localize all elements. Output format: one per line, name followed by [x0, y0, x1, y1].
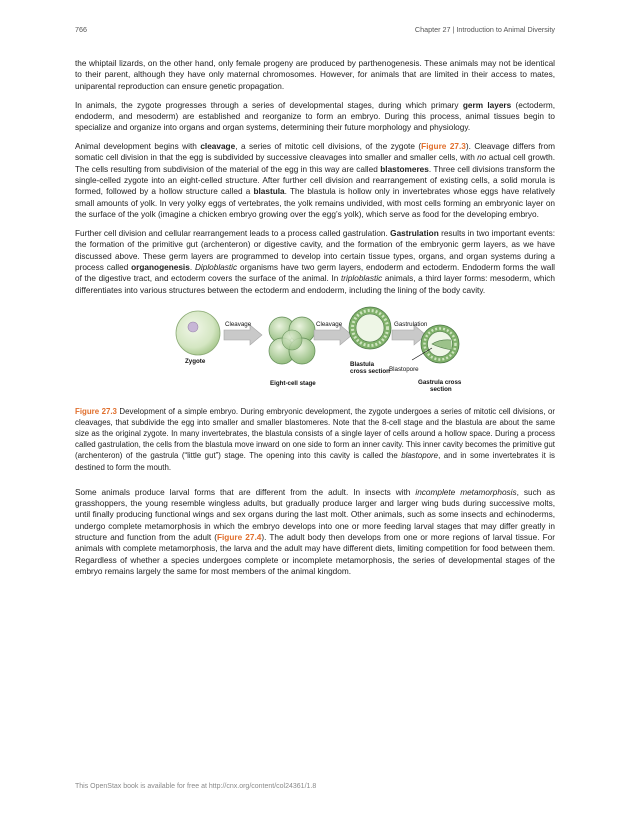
- term-gastrulation: Gastrulation: [390, 228, 439, 238]
- page-footer: This OpenStax book is available for free at http://cnx.org/content/col24361/1.8: [75, 783, 317, 790]
- page-body: [75, 58, 555, 585]
- figure-27-4-link[interactable]: Figure 27.4: [216, 532, 262, 542]
- term-blastomeres: blastomeres: [380, 164, 429, 174]
- paragraph-1: the whiptail lizards, on the other hand, only female progeny are produced by parthenogenesis. These animals may not be identical to their parent, although they have only maternal chromosomes. However, for animals that are limited in their access to mates, uniparental reproduction can ensure genetic propagation.: [75, 59, 555, 91]
- label-cleavage-2: Cleavage: [316, 321, 343, 329]
- cleavage-arrow-2: [314, 325, 352, 345]
- zygote-cell: [176, 311, 220, 355]
- paragraph-2: In animals, the zygote progresses through a series of developmental stages, during which primary germ layers (ectoderm, endoderm, and mesoderm) are established and reorganize to form an embryo. During this process, animal tissues begin to specialize and organize into organs and organ systems, determining their future morphology and physiology.: [75, 100, 555, 133]
- label-gastrula-line-1: Gastrula cross: [418, 379, 462, 387]
- caption-figure-id: Figure 27.3: [75, 407, 117, 417]
- cleavage-arrow-1: [224, 325, 262, 345]
- figure-27-3-diagram: [170, 304, 460, 400]
- paragraph-5: Some animals produce larval forms that are different from the adult. In insects with incomplete metamorphosis, such as grasshoppers, the young resemble wingless adults, but gradually produce larger and larger wing buds during successive molts, until finally producing functional wings and sex organs during the last molt. Other animals, such as some insects and echinoderms, undergo complete metamorphosis in which the embryo develops into one or more feeding larval stages that may differ greatly in structure and function from the adult (Figure 27.4). The adult body then develops from one or more regions of larval tissue. For animals with complete metamorphosis, the larva and the adult may have different diets, limiting competition for food between them. Regardless of whether a species undergoes complete or incomplete metamorphosis, the series of developmental stages of the embryo remains largely the same for most members of the animal kingdom.: [75, 487, 555, 576]
- gastrula-cross-section: [421, 325, 459, 363]
- label-gastrulation: Gastrulation: [394, 321, 428, 329]
- chapter-title: Chapter 27 | Introduction to Animal Diversity: [414, 25, 555, 34]
- paragraph-3: Animal development begins with cleavage, a series of mitotic cell divisions, of the zygote (Figure 27.3). Cleavage differs from somatic cell division in that the egg is subdivided by successive cleavages into smaller and smaller cells, with no actual cell growth. The cells resulting from subdivision of the material of the egg in this way are called blastomeres. Three cell divisions transform the single-celled zygote into an eight-celled structure. After further cell division and rearrangement of existing cells, a solid morula is formed, followed by a hollow structure called a blastula. The blastula is hollow only in invertebrates whose eggs have relatively small amounts of yolk. In very yolky eggs of vertebrates, the yolk remains undivided, with most cells forming an embryonic layer on the surface of the yolk (imagine a chicken embryo growing over the egg’s yolk), which serve as food for the developing embryo.: [75, 142, 556, 220]
- term-cleavage: cleavage: [200, 142, 236, 152]
- term-germ-layers: germ layers: [462, 100, 512, 110]
- page-number: 766: [75, 25, 87, 34]
- figure-27-3-link[interactable]: Figure 27.3: [421, 142, 466, 152]
- eight-cell-embryo: [269, 317, 315, 364]
- label-cleavage-1: Cleavage: [225, 321, 252, 329]
- blastula-cross-section: [349, 307, 391, 349]
- label-blastopore: Blastopore: [389, 366, 419, 374]
- zygote-nucleus: [188, 322, 198, 332]
- label-blastula-line-2: cross section: [350, 368, 390, 376]
- term-blastula: blastula: [253, 187, 285, 197]
- label-zygote: Zygote: [185, 358, 206, 366]
- label-gastrula-line-2: section: [430, 386, 452, 394]
- figure-caption: Figure 27.3 Development of a simple embryo. During embryonic development, the zygote undergoes a series of mitotic cell divisions, or cleavages, that subdivide the egg into smaller and smaller blastomeres. Note that the 8-cell stage and the blastula are about the same size as the original zygote. In many invertebrates, the blastula consists of a single layer of cells around a hollow space. During a process called gastrulation, the cells from the blastula move inward on one side to form an inner cavity. This inner cavity becomes the primitive gut (archenteron) of the gastrula (“little gut”) stage. The opening into this cavity is called the blastopore, and in some invertebrates it is destined to form the mouth.: [75, 407, 555, 472]
- term-organogenesis: organogenesis: [131, 263, 190, 272]
- label-blastula-line-1: Blastula: [350, 361, 375, 369]
- paragraph-4: Further cell division and cellular rearrangement leads to a process called gastrulation. Gastrulation results in two important events: the formation of the primitive gut (archenteron) or digestive cavity, and the formation of the embryonic germ layers, as we have discussed above. These germ layers are programmed to develop into certain tissue types, organs, and organ systems during a process called organogenesis. Diploblastic organisms have two germ layers, endoderm and ectoderm. Endoderm forms the wall of the digestive tract, and ectoderm covers the surface of the animal. In triploblastic animals, a third layer forms: mesoderm, which differentiates into various structures between the ectoderm and endoderm, including the lining of the body cavity.: [75, 228, 556, 295]
- label-eight-cell-stage: Eight-cell stage: [270, 380, 316, 388]
